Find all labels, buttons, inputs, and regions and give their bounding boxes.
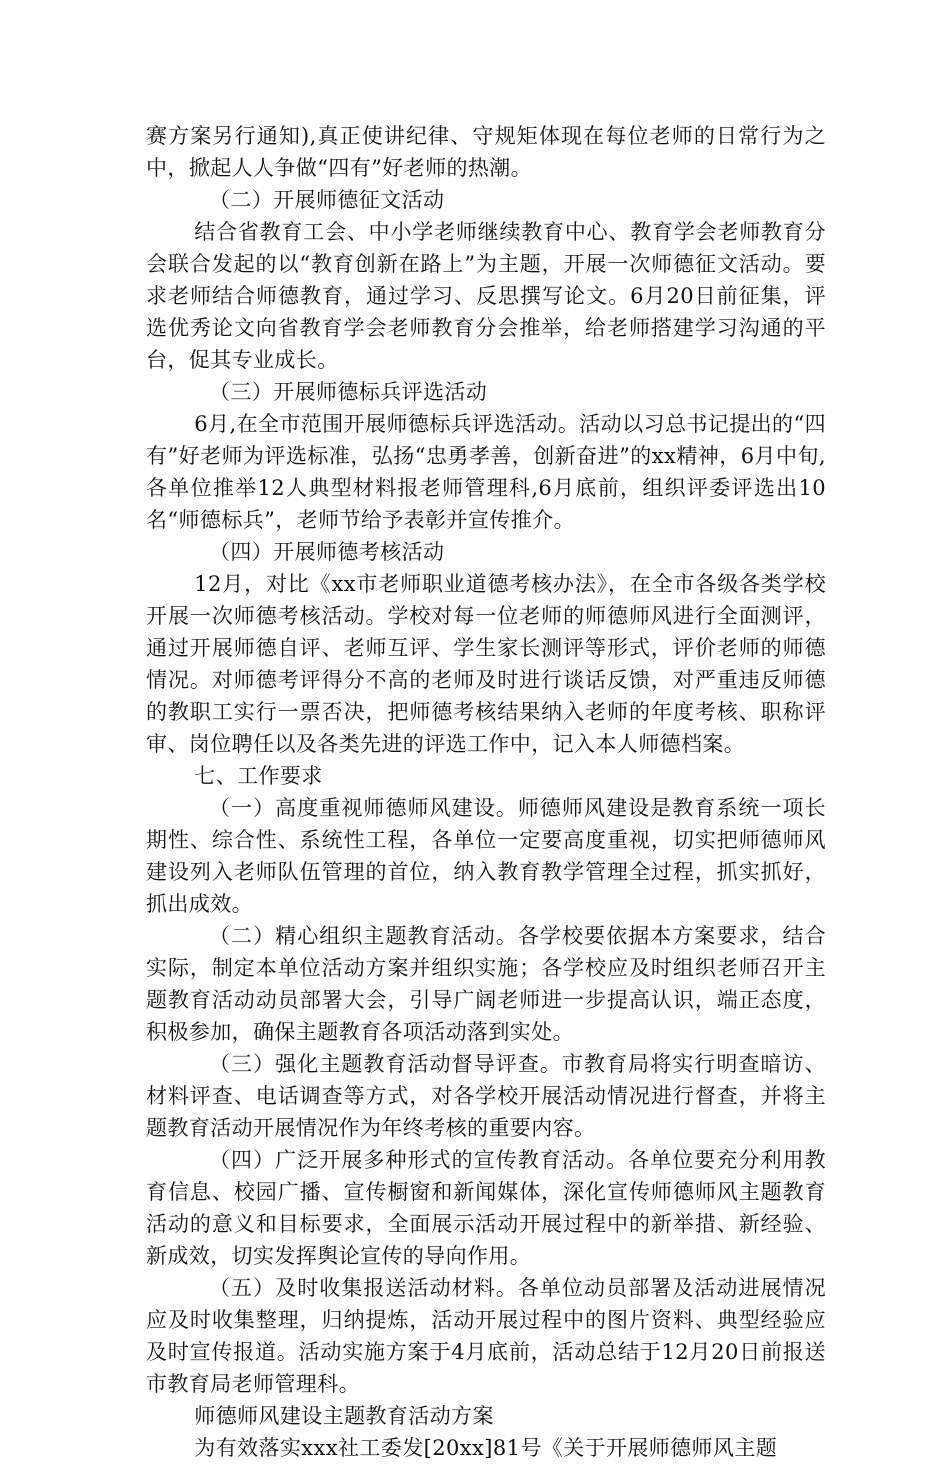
section-heading-work-requirements: 七、工作要求 bbox=[194, 764, 323, 788]
paragraph-model-selection: 6月,在全市范围开展师德标兵评选活动。活动以习总书记提出的“四有”好老师为评选标准，弘扬“忠勇孝善，创新奋进”的xx精神，6月中旬,各单位推举12人典型材料报老师管理科,6月底前，组织评委评选出10名“师德标兵”，老师节给予表彰并宣传推介。 bbox=[146, 412, 826, 532]
paragraph-requirement-5: （五）及时收集报送活动材料。各单位动员部署及活动进展情况应及时收集整理，归纳提炼，活动开展过程中的图片资料、典型经验应及时宣传报道。活动实施方案于4月底前，活动总结于12月20日前报送市教育局老师管理科。 bbox=[146, 1276, 826, 1396]
document-subtitle: 师德师风建设主题教育活动方案 bbox=[194, 1404, 494, 1428]
paragraph-assessment: 12月，对比《xx市老师职业道德考核办法》，在全市各级各类学校开展一次师德考核活动。学校对每一位老师的师德师风进行全面测评，通过开展师德自评、老师互评、学生家长测评等形式，评价老师的师德情况。对师德考评得分不高的老师及时进行谈话反馈，对严重违反师德的教职工实行一票否决，把师德考核结果纳入老师的年度考核、职称评审、岗位聘任以及各类先进的评选工作中，记入本人师德档案。 bbox=[146, 572, 826, 756]
subheading-essay-activity: （二）开展师德征文活动 bbox=[209, 188, 445, 212]
paragraph-intro: 为有效落实xxx社工委发[20xx]81号《关于开展师德师风主题 bbox=[194, 1436, 778, 1460]
paragraph-requirement-1: （一）高度重视师德师风建设。师德师风建设是教育系统一项长期性、综合性、系统性工程，各单位一定要高度重视，切实把师德师风建设列入老师队伍管理的首位，纳入教育教学管理全过程，抓实抓好，抓出成效。 bbox=[146, 796, 826, 916]
subheading-assessment: （四）开展师德考核活动 bbox=[209, 540, 445, 564]
paragraph-requirement-4: （四）广泛开展多种形式的宣传教育活动。各单位要充分利用教育信息、校园广播、宣传橱窗和新闻媒体，深化宣传师德师风主题教育活动的意义和目标要求，全面展示活动开展过程中的新举措、新经验、新成效，切实发挥舆论宣传的导向作用。 bbox=[146, 1148, 826, 1268]
subheading-model-selection: （三）开展师德标兵评选活动 bbox=[209, 380, 488, 404]
paragraph-requirement-2: （二）精心组织主题教育活动。各学校要依据本方案要求，结合实际，制定本单位活动方案并组织实施；各学校应及时组织老师召开主题教育活动动员部署大会，引导广阔老师进一步提高认识，端正态度，积极参加，确保主题教育各项活动落到实处。 bbox=[146, 924, 826, 1044]
document-body bbox=[146, 120, 826, 1464]
paragraph-essay-activity: 结合省教育工会、中小学老师继续教育中心、教育学会老师教育分会联合发起的以“教育创新在路上”为主题，开展一次师德征文活动。要求老师结合师德教育，通过学习、反思撰写论文。6月20日前征集，评选优秀论文向省教育学会老师教育分会推举，给老师搭建学习沟通的平台，促其专业成长。 bbox=[146, 220, 826, 372]
paragraph-requirement-3: （三）强化主题教育活动督导评查。市教育局将实行明查暗访、材料评查、电话调查等方式，对各学校开展活动情况进行督查，并将主题教育活动开展情况作为年终考核的重要内容。 bbox=[146, 1052, 826, 1140]
paragraph-continuation: 赛方案另行通知),真正使讲纪律、守规矩体现在每位老师的日常行为之中，掀起人人争做“四有”好老师的热潮。 bbox=[146, 124, 826, 180]
